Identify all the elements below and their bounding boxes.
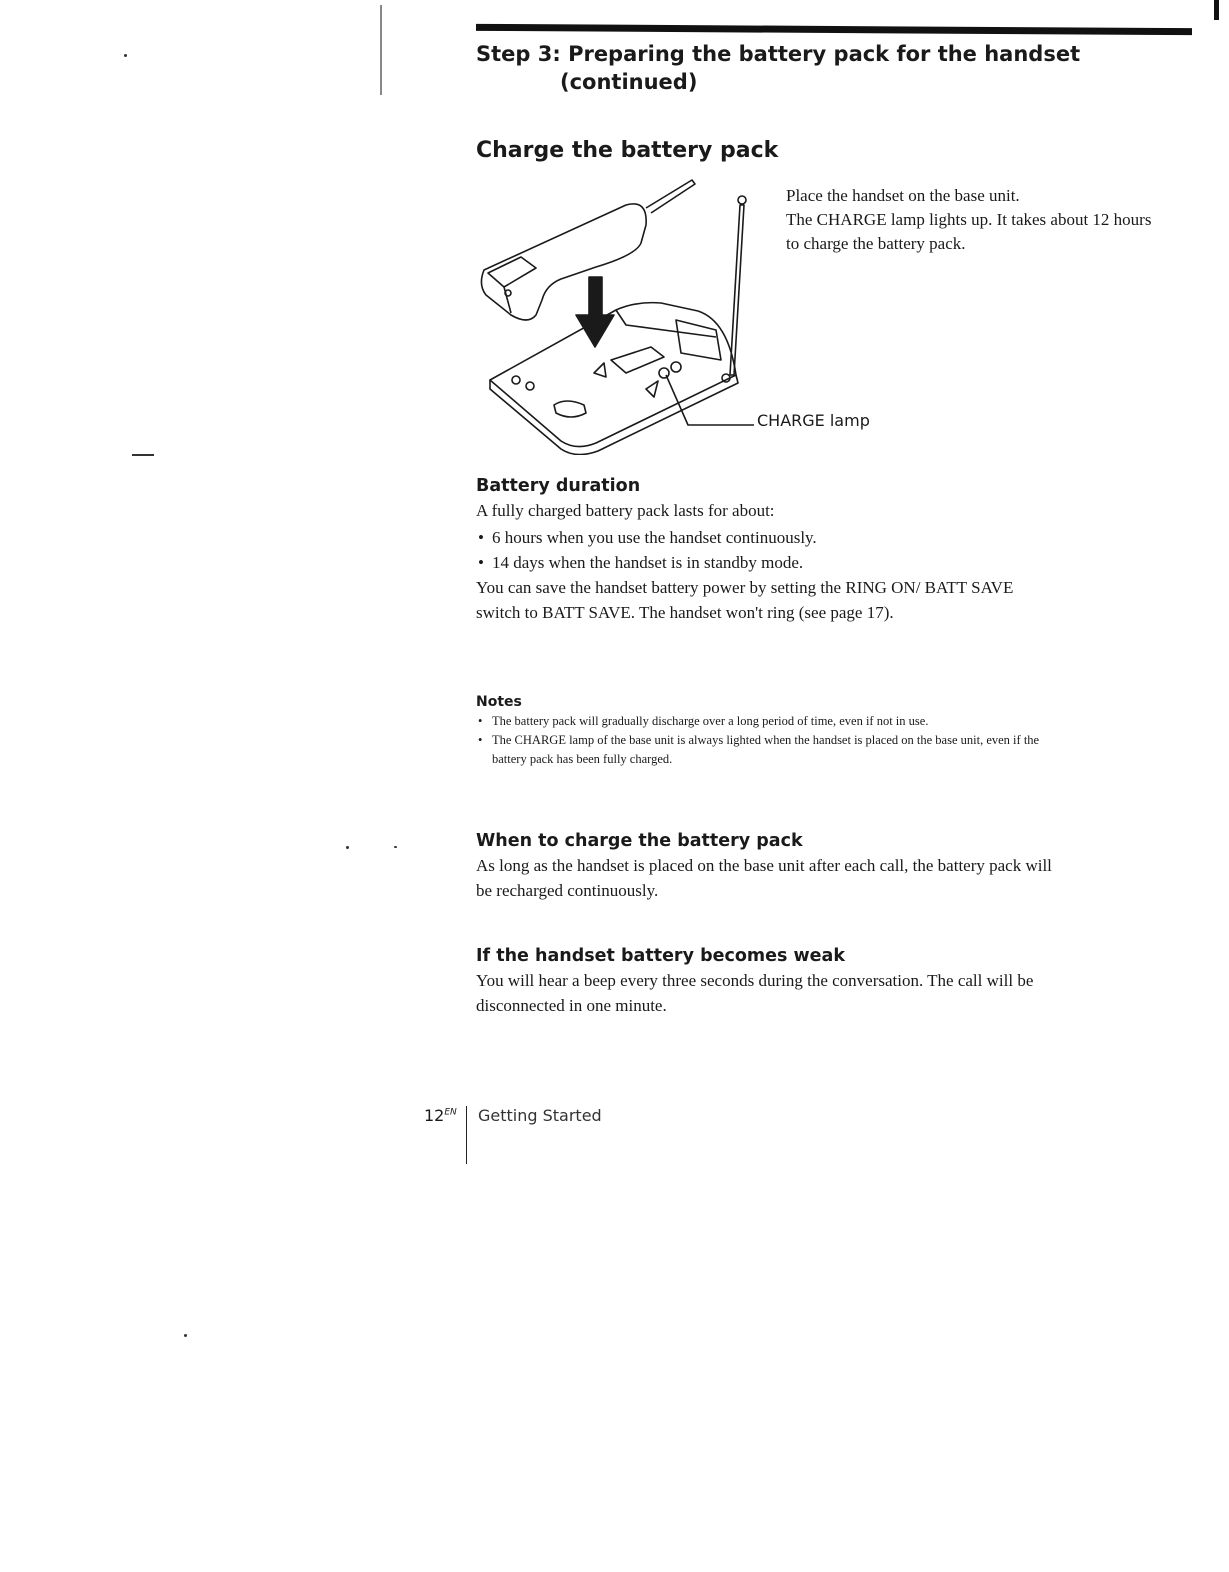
scan-speck — [132, 454, 154, 456]
scan-speck — [346, 846, 349, 849]
charge-instructions — [786, 184, 1166, 256]
handset-body — [481, 204, 646, 320]
battery-duration-section — [476, 476, 1056, 625]
header-rule — [476, 24, 1192, 35]
charge-lamp-leader — [666, 375, 754, 425]
base-speaker — [676, 320, 721, 360]
scan-speck — [394, 846, 397, 848]
weak-battery-heading: If the handset battery becomes weak — [476, 946, 845, 966]
scan-edge-mark — [380, 5, 382, 95]
battery-duration-list — [476, 525, 1056, 575]
notes-section — [476, 694, 1046, 769]
battery-duration-heading: Battery duration — [476, 476, 641, 496]
charge-lamp-label: CHARGE lamp — [757, 411, 870, 430]
instruction-step-1: Place the handset on the base unit. — [786, 186, 1020, 205]
list-item: • 14 days when the handset is in standby mode. — [476, 550, 1056, 575]
step-title-continued: (continued) — [560, 70, 698, 94]
footer-section-name: Getting Started — [478, 1106, 602, 1125]
when-to-charge-heading: When to charge the battery pack — [476, 831, 803, 851]
base-display — [611, 347, 664, 373]
step-title — [476, 40, 1080, 96]
down-arrow — [576, 277, 614, 347]
page-footer — [424, 1106, 602, 1126]
battery-save-note: You can save the handset battery power by setting the RING ON/ BATT SAVE switch to BATT SAVE. The handset won't ring (see page 17). — [476, 578, 1014, 622]
page-suffix: EN — [444, 1107, 457, 1118]
list-item: • The battery pack will gradually discharge over a long period of time, even if not in use. — [476, 712, 1046, 731]
weak-battery-section — [476, 946, 1056, 1018]
scan-speck — [184, 1334, 187, 1337]
weak-battery-text: You will hear a beep every three seconds during the conversation. The call will be disconnected in one minute. — [476, 971, 1034, 1015]
base-antenna — [730, 205, 744, 375]
page-number: $12^{EN}$ — [424, 1106, 457, 1125]
base-buttons — [554, 401, 586, 417]
scan-speck — [124, 54, 127, 57]
step-title-main: Step 3: Preparing the battery pack for the handset — [476, 42, 1081, 66]
list-item: • The CHARGE lamp of the base unit is always lighted when the handset is placed on the base unit, even if the battery pack has been fully charged. — [476, 731, 1046, 769]
instruction-step-2: The CHARGE lamp lights up. It takes about 12 hours to charge the battery pack. — [786, 210, 1152, 253]
notes-list — [476, 712, 1046, 769]
when-to-charge-section — [476, 831, 1056, 903]
battery-duration-intro: A fully charged battery pack lasts for about: — [476, 501, 775, 520]
list-item: • 6 hours when you use the handset continuously. — [476, 525, 1056, 550]
section-title: Charge the battery pack — [476, 138, 779, 163]
footer-divider — [466, 1106, 467, 1164]
notes-heading: Notes — [476, 694, 522, 710]
when-to-charge-text: As long as the handset is placed on the base unit after each call, the battery pack will be recharged continuously. — [476, 856, 1052, 900]
handset-antenna — [646, 180, 695, 213]
corner-mark — [1214, 0, 1219, 20]
